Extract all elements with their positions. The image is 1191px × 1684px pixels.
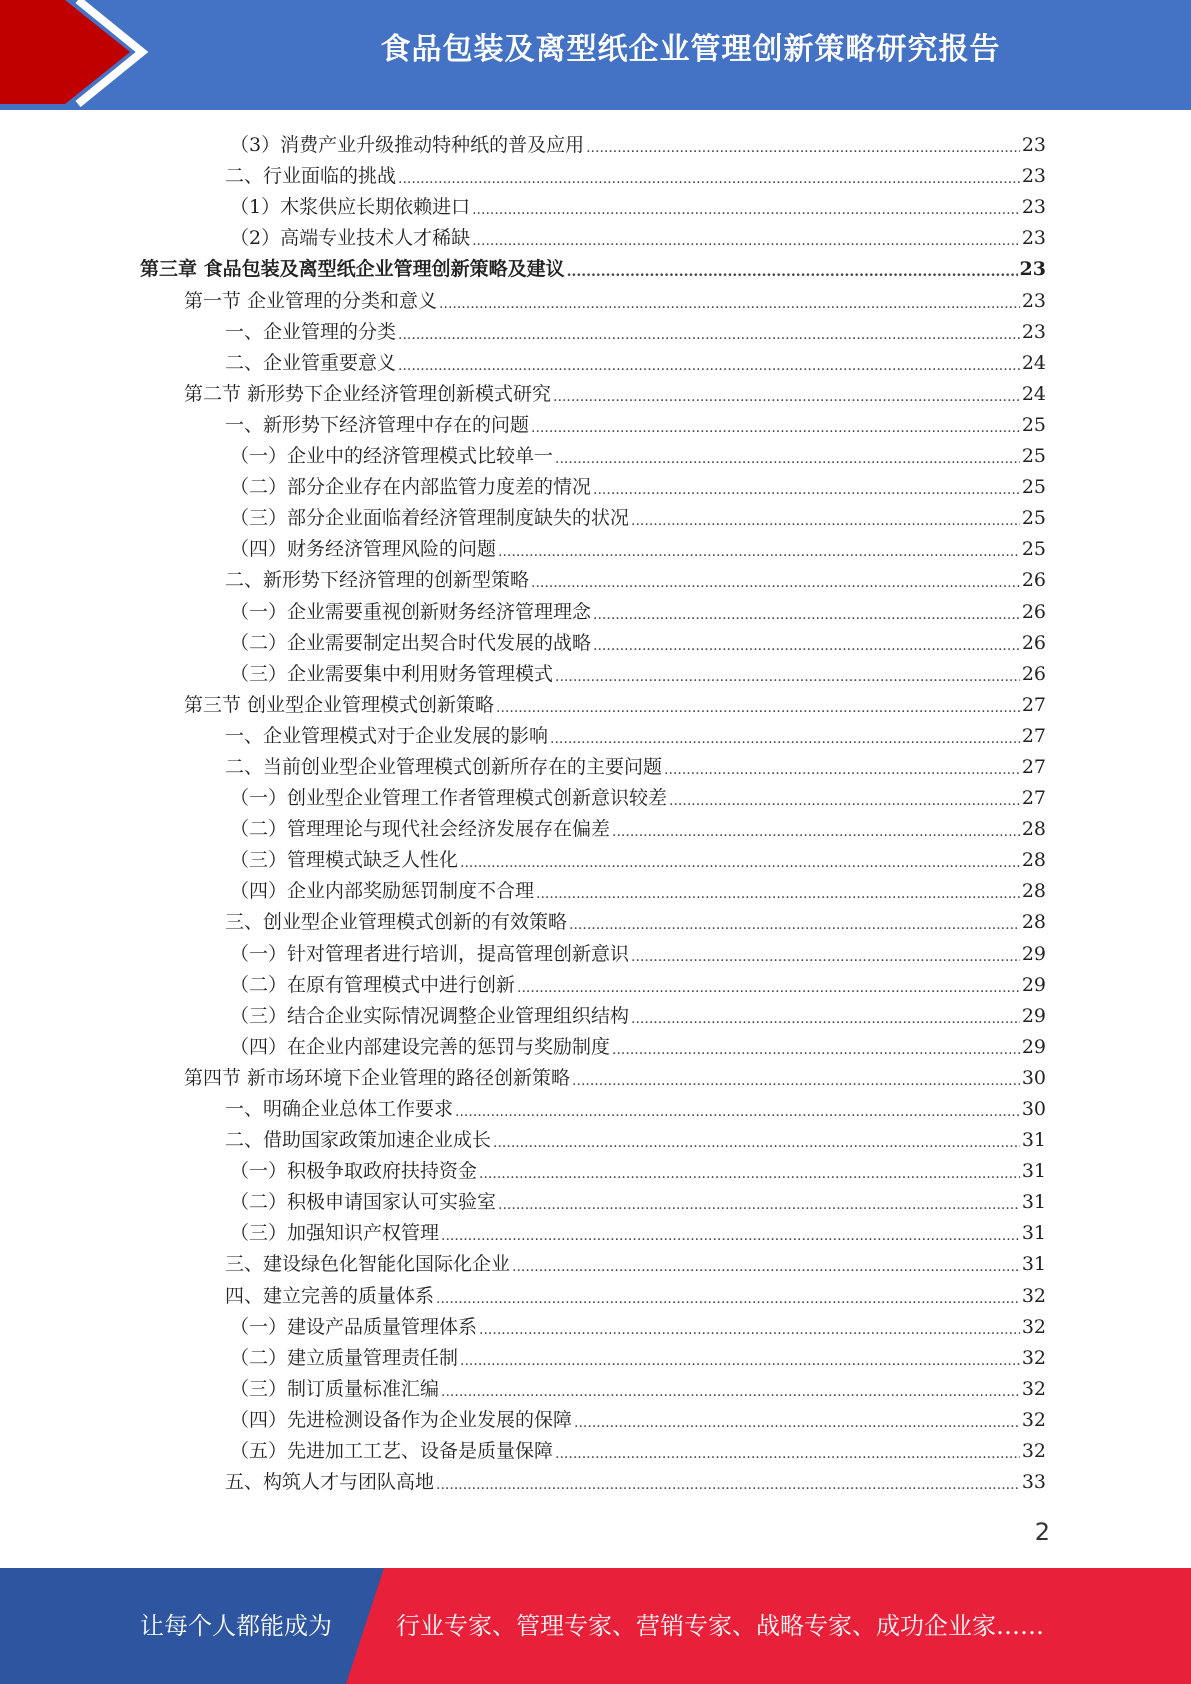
toc-entry-title: （3）消费产业升级推动特种纸的普及应用 xyxy=(230,134,585,157)
toc-dot-leader xyxy=(531,570,1020,596)
toc-entry[interactable] xyxy=(140,1218,1046,1249)
toc-page-number: 23 xyxy=(1019,258,1046,281)
toc-section-entry[interactable] xyxy=(140,1063,1046,1094)
toc-entry-title: 三、创业型企业管理模式创新的有效策略 xyxy=(225,911,568,934)
toc-entry[interactable] xyxy=(140,1094,1046,1125)
toc-entry-title: 四、建立完善的质量体系 xyxy=(225,1284,435,1307)
toc-entry[interactable] xyxy=(140,907,1046,938)
toc-dot-leader xyxy=(455,1099,1020,1125)
toc-entry-title: （四）先进检测设备作为企业发展的保障 xyxy=(230,1408,573,1431)
toc-entry[interactable] xyxy=(140,752,1046,783)
toc-page-number: 25 xyxy=(1021,538,1046,561)
toc-page-number: 25 xyxy=(1021,445,1046,468)
toc-page-number: 33 xyxy=(1021,1471,1046,1494)
toc-entry-title: （四）在企业内部建设完善的惩罚与奖励制度 xyxy=(230,1035,611,1058)
toc-entry-title: （二）建立质量管理责任制 xyxy=(230,1346,459,1369)
toc-dot-leader xyxy=(631,944,1020,970)
toc-entry[interactable] xyxy=(140,1280,1046,1311)
toc-dot-leader xyxy=(398,166,1020,192)
toc-dot-leader xyxy=(664,757,1020,783)
toc-page-number: 27 xyxy=(1021,724,1046,747)
toc-dot-leader xyxy=(472,197,1020,223)
toc-page-number: 28 xyxy=(1021,849,1046,872)
toc-entry-title: 第二节 新形势下企业经济管理创新模式研究 xyxy=(184,382,552,405)
toc-page-number: 31 xyxy=(1021,1191,1046,1214)
toc-dot-leader xyxy=(493,1130,1020,1156)
toc-page-number: 32 xyxy=(1021,1440,1046,1463)
toc-dot-leader xyxy=(436,1472,1020,1498)
toc-entry[interactable] xyxy=(140,721,1046,752)
toc-dot-leader xyxy=(555,1441,1020,1467)
toc-page-number: 29 xyxy=(1021,1035,1046,1058)
toc-entry[interactable] xyxy=(140,1249,1046,1280)
toc-page-number: 31 xyxy=(1021,1253,1046,1276)
toc-page-number: 32 xyxy=(1021,1315,1046,1338)
toc-page-number: 26 xyxy=(1021,631,1046,654)
toc-entry-title: 一、新形势下经济管理中存在的问题 xyxy=(225,413,530,436)
toc-entry-title: （一）建设产品质量管理体系 xyxy=(230,1315,478,1338)
toc-entry-title: 二、行业面临的挑战 xyxy=(225,165,397,188)
toc-entry-title: （三）企业需要集中利用财务管理模式 xyxy=(230,662,554,685)
toc-entry[interactable] xyxy=(140,1312,1046,1343)
toc-entry-title: 一、企业管理模式对于企业发展的影响 xyxy=(225,724,549,747)
toc-page-number: 29 xyxy=(1021,942,1046,965)
footer-slogan-left: 让每个人都能成为 xyxy=(140,1612,332,1640)
toc-entry[interactable] xyxy=(140,565,1046,596)
toc-entry[interactable] xyxy=(140,317,1046,348)
toc-dot-leader xyxy=(436,1286,1020,1312)
toc-dot-leader xyxy=(612,1037,1020,1063)
header-arrow-decoration xyxy=(0,0,240,110)
toc-page-number: 23 xyxy=(1021,289,1046,312)
toc-dot-leader xyxy=(531,415,1020,441)
toc-entry[interactable] xyxy=(140,130,1046,161)
toc-page-number: 26 xyxy=(1021,662,1046,685)
toc-entry-title: 二、借助国家政策加速企业成长 xyxy=(225,1129,492,1152)
page-number: 2 xyxy=(1034,1518,1050,1546)
toc-entry-title: （三）管理模式缺乏人性化 xyxy=(230,849,459,872)
toc-entry-title: 一、明确企业总体工作要求 xyxy=(225,1098,454,1120)
toc-entry-title: 第一节 企业管理的分类和意义 xyxy=(184,289,438,312)
toc-entry-title: （二）企业需要制定出契合时代发展的战略 xyxy=(230,631,592,654)
toc-entry[interactable] xyxy=(140,223,1046,254)
toc-entry[interactable] xyxy=(140,1032,1046,1063)
page-footer xyxy=(0,1568,1191,1684)
toc-entry[interactable] xyxy=(140,1436,1046,1467)
toc-dot-leader xyxy=(398,322,1020,348)
toc-dot-leader xyxy=(517,975,1020,1001)
toc-dot-leader xyxy=(574,1410,1020,1436)
toc-dot-leader xyxy=(441,1379,1020,1405)
toc-entry[interactable] xyxy=(140,410,1046,441)
toc-entry[interactable] xyxy=(140,503,1046,534)
toc-entry-title: 五、构筑人才与团队高地 xyxy=(225,1471,435,1494)
toc-dot-leader xyxy=(496,695,1020,721)
toc-dot-leader xyxy=(512,1254,1020,1280)
toc-page-number: 25 xyxy=(1021,476,1046,499)
toc-entry[interactable] xyxy=(140,659,1046,690)
toc-entry[interactable] xyxy=(140,534,1046,565)
toc-page-number: 27 xyxy=(1021,787,1046,810)
toc-dot-leader xyxy=(569,912,1020,938)
toc-section-entry[interactable] xyxy=(140,379,1046,410)
toc-page-number: 29 xyxy=(1021,1004,1046,1027)
toc-entry[interactable] xyxy=(140,876,1046,907)
toc-entry-title: （二）管理理论与现代社会经济发展存在偏差 xyxy=(230,818,611,841)
toc-entry[interactable] xyxy=(140,161,1046,192)
toc-dot-leader xyxy=(536,881,1020,907)
toc-dot-leader xyxy=(441,1223,1020,1249)
toc-entry-title: （二）在原有管理模式中进行创新 xyxy=(230,973,516,996)
toc-page-number: 23 xyxy=(1021,320,1046,343)
toc-entry[interactable] xyxy=(140,1467,1046,1498)
toc-dot-leader xyxy=(593,602,1020,628)
toc-dot-leader xyxy=(439,291,1020,317)
toc-entry-title: （2）高端专业技术人才稀缺 xyxy=(230,227,471,250)
toc-entry[interactable] xyxy=(140,348,1046,379)
toc-page-number: 28 xyxy=(1021,911,1046,934)
toc-dot-leader xyxy=(498,1192,1020,1218)
toc-entry-title: 二、当前创业型企业管理模式创新所存在的主要问题 xyxy=(225,755,663,778)
toc-page-number: 26 xyxy=(1021,600,1046,623)
toc-page-number: 26 xyxy=(1021,569,1046,592)
toc-dot-leader xyxy=(567,259,1018,285)
toc-page-number: 23 xyxy=(1021,134,1046,157)
toc-entry-title: 三、建设绿色化智能化国际化企业 xyxy=(225,1253,511,1276)
toc-chapter-entry[interactable] xyxy=(140,254,1046,285)
toc-dot-leader xyxy=(550,726,1020,752)
toc-dot-leader xyxy=(498,539,1020,565)
toc-page-number: 31 xyxy=(1021,1222,1046,1245)
toc-page-number: 32 xyxy=(1021,1284,1046,1307)
toc-entry[interactable] xyxy=(140,938,1046,969)
toc-entry[interactable] xyxy=(140,1187,1046,1218)
toc-page-number: 31 xyxy=(1021,1160,1046,1183)
toc-entry-title: （三）制订质量标准汇编 xyxy=(230,1377,440,1400)
toc-entry-title: 第三节 创业型企业管理模式创新策略 xyxy=(184,693,495,716)
toc-entry-title: （三）部分企业面临着经济管理制度缺失的状况 xyxy=(230,507,630,530)
toc-entry-title: 第四节 新市场环境下企业管理的路径创新策略 xyxy=(184,1066,571,1089)
toc-dot-leader xyxy=(555,664,1020,690)
toc-entry-title: （三）结合企业实际情况调整企业管理组织结构 xyxy=(230,1004,630,1027)
toc-entry-title: （一）积极争取政府扶持资金 xyxy=(230,1160,478,1183)
toc-entry[interactable] xyxy=(140,814,1046,845)
toc-page-number: 28 xyxy=(1021,880,1046,903)
toc-dot-leader xyxy=(460,1348,1020,1374)
toc-entry-title: （1）木浆供应长期依赖进口 xyxy=(230,196,471,219)
toc-entry[interactable] xyxy=(140,596,1046,627)
toc-entry-title: 一、企业管理的分类 xyxy=(225,320,397,343)
table-of-contents xyxy=(140,130,1046,1498)
toc-page-number: 24 xyxy=(1021,382,1046,405)
toc-section-entry[interactable] xyxy=(140,285,1046,316)
toc-dot-leader xyxy=(398,353,1020,379)
toc-entry[interactable] xyxy=(140,628,1046,659)
toc-page-number: 23 xyxy=(1021,227,1046,250)
toc-entry-title: （二）部分企业存在内部监管力度差的情况 xyxy=(230,476,592,499)
toc-dot-leader xyxy=(479,1161,1020,1187)
toc-page-number: 30 xyxy=(1021,1066,1046,1089)
toc-entry-title: （一）创业型企业管理工作者管理模式创新意识较差 xyxy=(230,787,668,810)
toc-entry[interactable] xyxy=(140,1405,1046,1436)
toc-entry[interactable] xyxy=(140,970,1046,1001)
document-title: 食品包装及离型纸企业管理创新策略研究报告 xyxy=(380,32,1001,67)
toc-entry[interactable] xyxy=(140,472,1046,503)
page-header xyxy=(0,0,1191,110)
toc-page-number: 24 xyxy=(1021,351,1046,374)
toc-entry[interactable] xyxy=(140,1343,1046,1374)
toc-entry[interactable] xyxy=(140,845,1046,876)
toc-dot-leader xyxy=(586,135,1020,161)
toc-page-number: 23 xyxy=(1021,196,1046,219)
footer-slogan-right: 行业专家、管理专家、营销专家、战略专家、成功企业家…… xyxy=(396,1612,1044,1640)
toc-dot-leader xyxy=(479,1317,1020,1343)
toc-page-number: 25 xyxy=(1021,507,1046,530)
toc-dot-leader xyxy=(572,1068,1020,1094)
toc-entry[interactable] xyxy=(140,1156,1046,1187)
toc-dot-leader xyxy=(593,633,1020,659)
toc-dot-leader xyxy=(631,1006,1020,1032)
toc-page-number: 31 xyxy=(1021,1129,1046,1152)
toc-dot-leader xyxy=(631,508,1020,534)
toc-entry-title: （五）先进加工工艺、设备是质量保障 xyxy=(230,1440,554,1463)
toc-entry-title: （一）针对管理者进行培训，提高管理创新意识 xyxy=(230,942,630,965)
toc-entry-title: 二、企业管重要意义 xyxy=(225,351,397,374)
toc-page-number: 30 xyxy=(1021,1098,1046,1120)
toc-page-number: 27 xyxy=(1021,755,1046,778)
toc-entry-title: （四）企业内部奖励惩罚制度不合理 xyxy=(230,880,535,903)
toc-dot-leader xyxy=(472,228,1020,254)
toc-page-number: 28 xyxy=(1021,818,1046,841)
toc-page-number: 25 xyxy=(1021,413,1046,436)
toc-page-number: 32 xyxy=(1021,1408,1046,1431)
toc-page-number: 32 xyxy=(1021,1377,1046,1400)
toc-entry[interactable] xyxy=(140,1125,1046,1156)
toc-entry[interactable] xyxy=(140,1001,1046,1032)
toc-section-entry[interactable] xyxy=(140,690,1046,721)
toc-entry-title: （一）企业需要重视创新财务经济管理理念 xyxy=(230,600,592,623)
toc-page-number: 29 xyxy=(1021,973,1046,996)
toc-entry-title: 二、新形势下经济管理的创新型策略 xyxy=(225,569,530,592)
toc-page-number: 27 xyxy=(1021,693,1046,716)
toc-entry[interactable] xyxy=(140,1374,1046,1405)
toc-dot-leader xyxy=(553,384,1020,410)
toc-dot-leader xyxy=(593,477,1020,503)
toc-page-number: 23 xyxy=(1021,165,1046,188)
toc-entry-title: （四）财务经济管理风险的问题 xyxy=(230,538,497,561)
toc-entry-title: （一）企业中的经济管理模式比较单一 xyxy=(230,445,554,468)
toc-entry-title: （二）积极申请国家认可实验室 xyxy=(230,1191,497,1214)
toc-entry-title: （三）加强知识产权管理 xyxy=(230,1222,440,1245)
toc-entry[interactable] xyxy=(140,441,1046,472)
toc-page-number: 32 xyxy=(1021,1346,1046,1369)
toc-dot-leader xyxy=(555,446,1020,472)
toc-dot-leader xyxy=(460,850,1020,876)
toc-entry-title: 第三章 食品包装及离型纸企业管理创新策略及建议 xyxy=(140,258,565,281)
toc-entry[interactable] xyxy=(140,192,1046,223)
toc-entry[interactable] xyxy=(140,783,1046,814)
toc-dot-leader xyxy=(669,788,1020,814)
toc-dot-leader xyxy=(612,819,1020,845)
